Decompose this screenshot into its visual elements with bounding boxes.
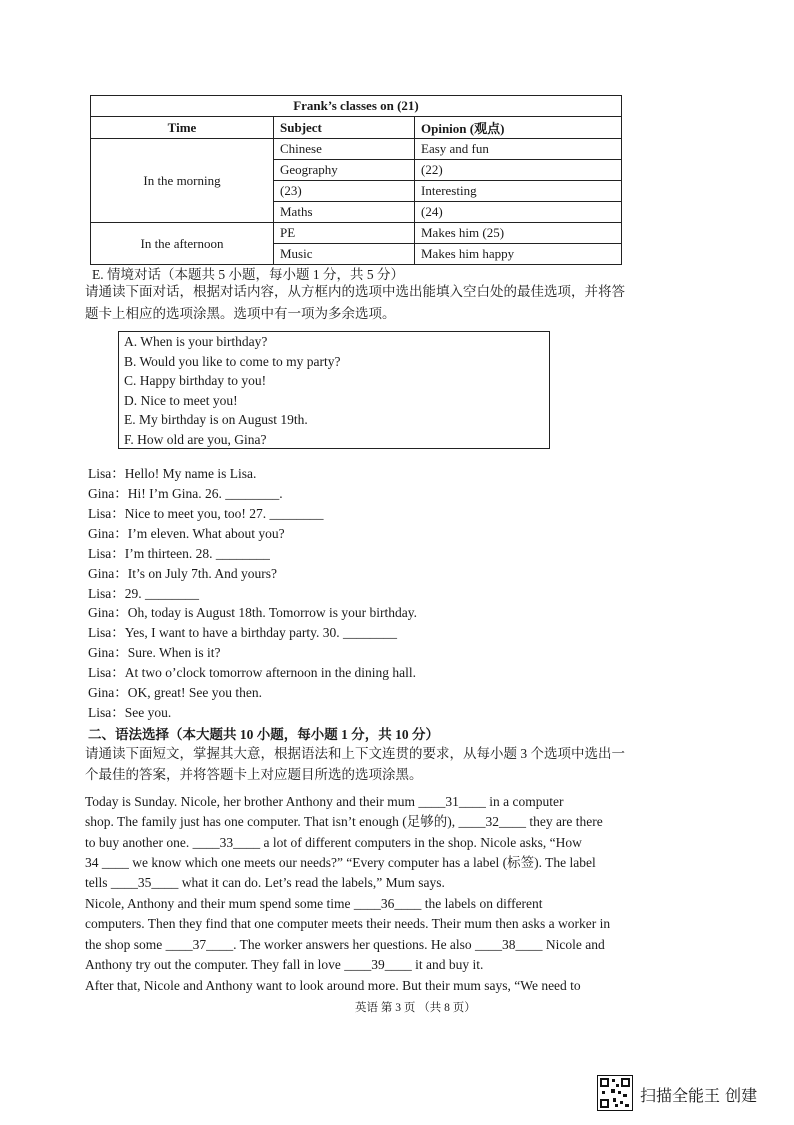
opinion-cell: Easy and fun xyxy=(415,139,622,160)
section-e-title: E. 情境对话（本题共 5 小题，每小题 1 分，共 5 分） xyxy=(92,267,404,282)
dialogue-line: Lisa：At two o’clock tomorrow afternoon in the dining hall. xyxy=(88,665,417,680)
header-opinion: Opinion (观点) xyxy=(415,117,622,139)
option-d: D. Nice to meet you! xyxy=(124,392,238,408)
table-row xyxy=(91,139,622,160)
opinion-cell: Makes him (25) xyxy=(415,223,622,244)
dialogue-line: Lisa：See you. xyxy=(88,705,172,720)
section-2-instruction: 个最佳的答案，并将答题卡上对应题目所选的选项涂黑。 xyxy=(85,767,423,782)
afternoon-label: In the afternoon xyxy=(91,223,274,265)
subject-cell: Geography xyxy=(274,160,415,181)
option-b: B. Would you like to come to my party? xyxy=(124,353,341,369)
dialogue-line: Gina：It’s on July 7th. And yours? xyxy=(88,566,277,581)
option-c: C. Happy birthday to you! xyxy=(124,373,267,389)
passage-line: tells ____35____ what it can do. Let’s read the labels,” Mum says. xyxy=(85,875,445,890)
section-2-instruction: 请通读下面短文，掌握其大意，根据语法和上下文连贯的要求，从每小题 3 个选项中选出一 xyxy=(85,746,625,761)
passage-line: to buy another one. ____33____ a lot of different computers in the shop. Nicole asks, “How xyxy=(85,835,582,850)
section-e-instruction: 请通读下面对话，根据对话内容，从方框内的选项中选出能填入空白处的最佳选项，并将答 xyxy=(85,284,625,299)
opinion-cell: Interesting xyxy=(415,181,622,202)
option-a: A. When is your birthday? xyxy=(124,334,268,349)
passage-line: shop. The family just has one computer. That isn’t enough (足够的), ____32____ they are there xyxy=(85,814,603,829)
dialogue-line: Gina：Oh, today is August 18th. Tomorrow is your birthday. xyxy=(88,605,418,620)
passage-line: Nicole, Anthony and their mum spend some time ____36____ the labels on different xyxy=(85,896,543,911)
passage-line: 34 ____ we know which one meets our needs?” “Every computer has a label (标签). The label xyxy=(85,855,596,870)
table-row xyxy=(91,223,622,244)
scanner-watermark: 扫描全能王 创建 xyxy=(640,1086,758,1105)
subject-cell: Maths xyxy=(274,202,415,223)
opinion-cell: (24) xyxy=(415,202,622,223)
dialogue-line: Lisa：Hello! My name is Lisa. xyxy=(88,466,257,481)
section-e-instruction: 题卡上相应的选项涂黑。选项中有一项为多余选项。 xyxy=(85,306,396,321)
passage-line: After that, Nicole and Anthony want to look around more. But their mum says, “We need to xyxy=(85,978,581,993)
option-e: E. My birthday is on August 19th. xyxy=(124,412,308,428)
header-subject: Subject xyxy=(274,117,415,139)
passage-line: the shop some ____37____. The worker answers her questions. He also ____38____ Nicole and xyxy=(85,937,605,952)
dialogue-line: Lisa：29. ________ xyxy=(88,586,199,601)
morning-label: In the morning xyxy=(91,139,274,223)
opinion-cell: Makes him happy xyxy=(415,244,622,265)
dialogue-line: Lisa：Yes, I want to have a birthday party. 30. ________ xyxy=(88,625,397,640)
subject-cell: PE xyxy=(274,223,415,244)
table-title: Frank’s classes on (21) xyxy=(91,96,622,117)
qr-code-icon xyxy=(597,1075,633,1111)
dialogue-line: Lisa：Nice to meet you, too! 27. ________ xyxy=(88,506,324,521)
option-f: F. How old are you, Gina? xyxy=(124,431,267,447)
section-2-title: 二、语法选择（本大题共 10 小题，每小题 1 分，共 10 分） xyxy=(88,727,439,742)
dialogue-line: Gina：Hi! I’m Gina. 26. ________. xyxy=(88,486,283,501)
subject-cell: Chinese xyxy=(274,139,415,160)
header-time: Time xyxy=(91,117,274,139)
passage-line: Anthony try out the computer. They fall in love ____39____ it and buy it. xyxy=(85,957,484,972)
page-footer: 英语 第 3 页 （共 8 页） xyxy=(355,1002,476,1014)
subject-cell: (23) xyxy=(274,181,415,202)
dialogue-line: Gina：OK, great! See you then. xyxy=(88,685,262,700)
options-box xyxy=(118,331,550,449)
subject-cell: Music xyxy=(274,244,415,265)
dialogue-line: Gina：I’m eleven. What about you? xyxy=(88,526,285,541)
dialogue-line: Lisa：I’m thirteen. 28. ________ xyxy=(88,546,270,561)
opinion-cell: (22) xyxy=(415,160,622,181)
passage-line: computers. Then they find that one computer meets their needs. Their mum then asks a worker in xyxy=(85,916,611,931)
dialogue-line: Gina：Sure. When is it? xyxy=(88,645,221,660)
classes-table xyxy=(90,95,622,265)
passage-line: Today is Sunday. Nicole, her brother Anthony and their mum ____31____ in a computer xyxy=(85,794,564,809)
